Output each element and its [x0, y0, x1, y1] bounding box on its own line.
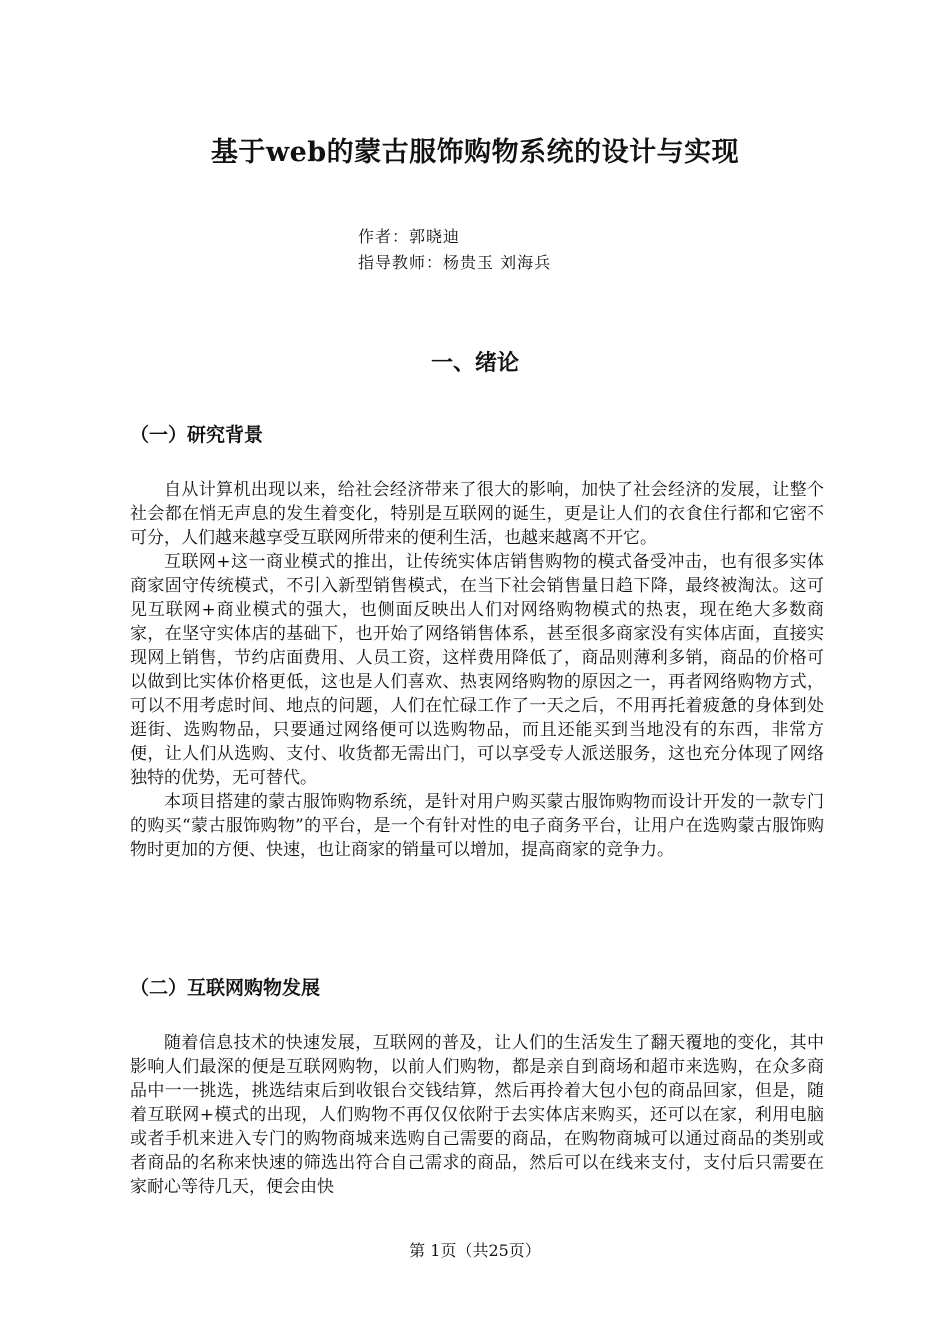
document-title: 基于web的蒙古服饰购物系统的设计与实现: [210, 137, 740, 168]
advisor-line: 指导教师：杨贵玉 刘海兵: [358, 253, 552, 272]
section-heading: （一）研究背景: [130, 424, 264, 446]
paragraph: 互联网+这一商业模式的推出，让传统实体店销售购物的模式备受冲击，也有很多实体商家固守传统模式，不引入新型销售模式，在当下社会销售量日趋下降，最终被淘汰。这可见互联网+商业模式的强大，也侧面反映出人们对网络购物模式的热衷，现在绝大多数商家，在坚守实体店的基础下，也开始了网络销售体系，甚至很多商家没有实体店面，直接实现网上销售，节约店面费用、人员工资，这样费用降低了，商品则薄利多销，商品的价格可以做到比实体价格更低，这也是人们喜欢、热衷网络购物的原因之一，再者网络购物方式，可以不用考虑时间、地点的问题，人们在忙碌工作了一天之后，不用再托着疲惫的身体到处逛街、选购物品，只要通过网络便可以选购物品，而且还能买到当地没有的东西，非常方便，让人们从选购、支付、收货都无需出门，可以享受专人派送服务，这也充分体现了网络独特的优势，无可替代。: [130, 552, 824, 788]
section-heading: （二）互联网购物发展: [130, 977, 321, 999]
section-body: [130, 478, 824, 862]
author-line: 作者：郭晓迪: [358, 227, 461, 246]
section-body: [130, 1031, 824, 1199]
paragraph: 随着信息技术的快速发展，互联网的普及，让人们的生活发生了翻天覆地的变化，其中影响人们最深的便是互联网购物，以前人们购物，都是亲自到商场和超市来选购，在众多商品中一一挑选，挑选结束后到收银台交钱结算，然后再拎着大包小包的商品回家，但是，随着互联网+模式的出现，人们购物不再仅仅依附于去实体店来购买，还可以在家，利用电脑或者手机来进入专门的购物商城来选购自己需要的商品，在购物商城可以通过商品的类别或者商品的名称来快速的筛选出符合自己需求的商品，然后可以在线来支付，支付后只需要在家耐心等待几天，便会由快: [130, 1033, 824, 1197]
author-block: [358, 224, 551, 276]
page-footer: 第 1页（共25页）: [409, 1241, 541, 1260]
paragraph: 自从计算机出现以来，给社会经济带来了很大的影响，加快了社会经济的发展，让整个社会都在悄无声息的发生着变化，特别是互联网的诞生，更是让人们的衣食住行都和它密不可分，人们越来越享受互联网所带来的便利生活，也越来越离不开它。: [130, 480, 824, 548]
paragraph: 本项目搭建的蒙古服饰购物系统，是针对用户购买蒙古服饰购物而设计开发的一款专门的购买“蒙古服饰购物”的平台，是一个有针对性的电子商务平台，让用户在选购蒙古服饰购物时更加的方便、快速，也让商家的销量可以增加，提高商家的竞争力。: [130, 792, 824, 860]
chapter-heading: 一、绪论: [430, 350, 519, 376]
